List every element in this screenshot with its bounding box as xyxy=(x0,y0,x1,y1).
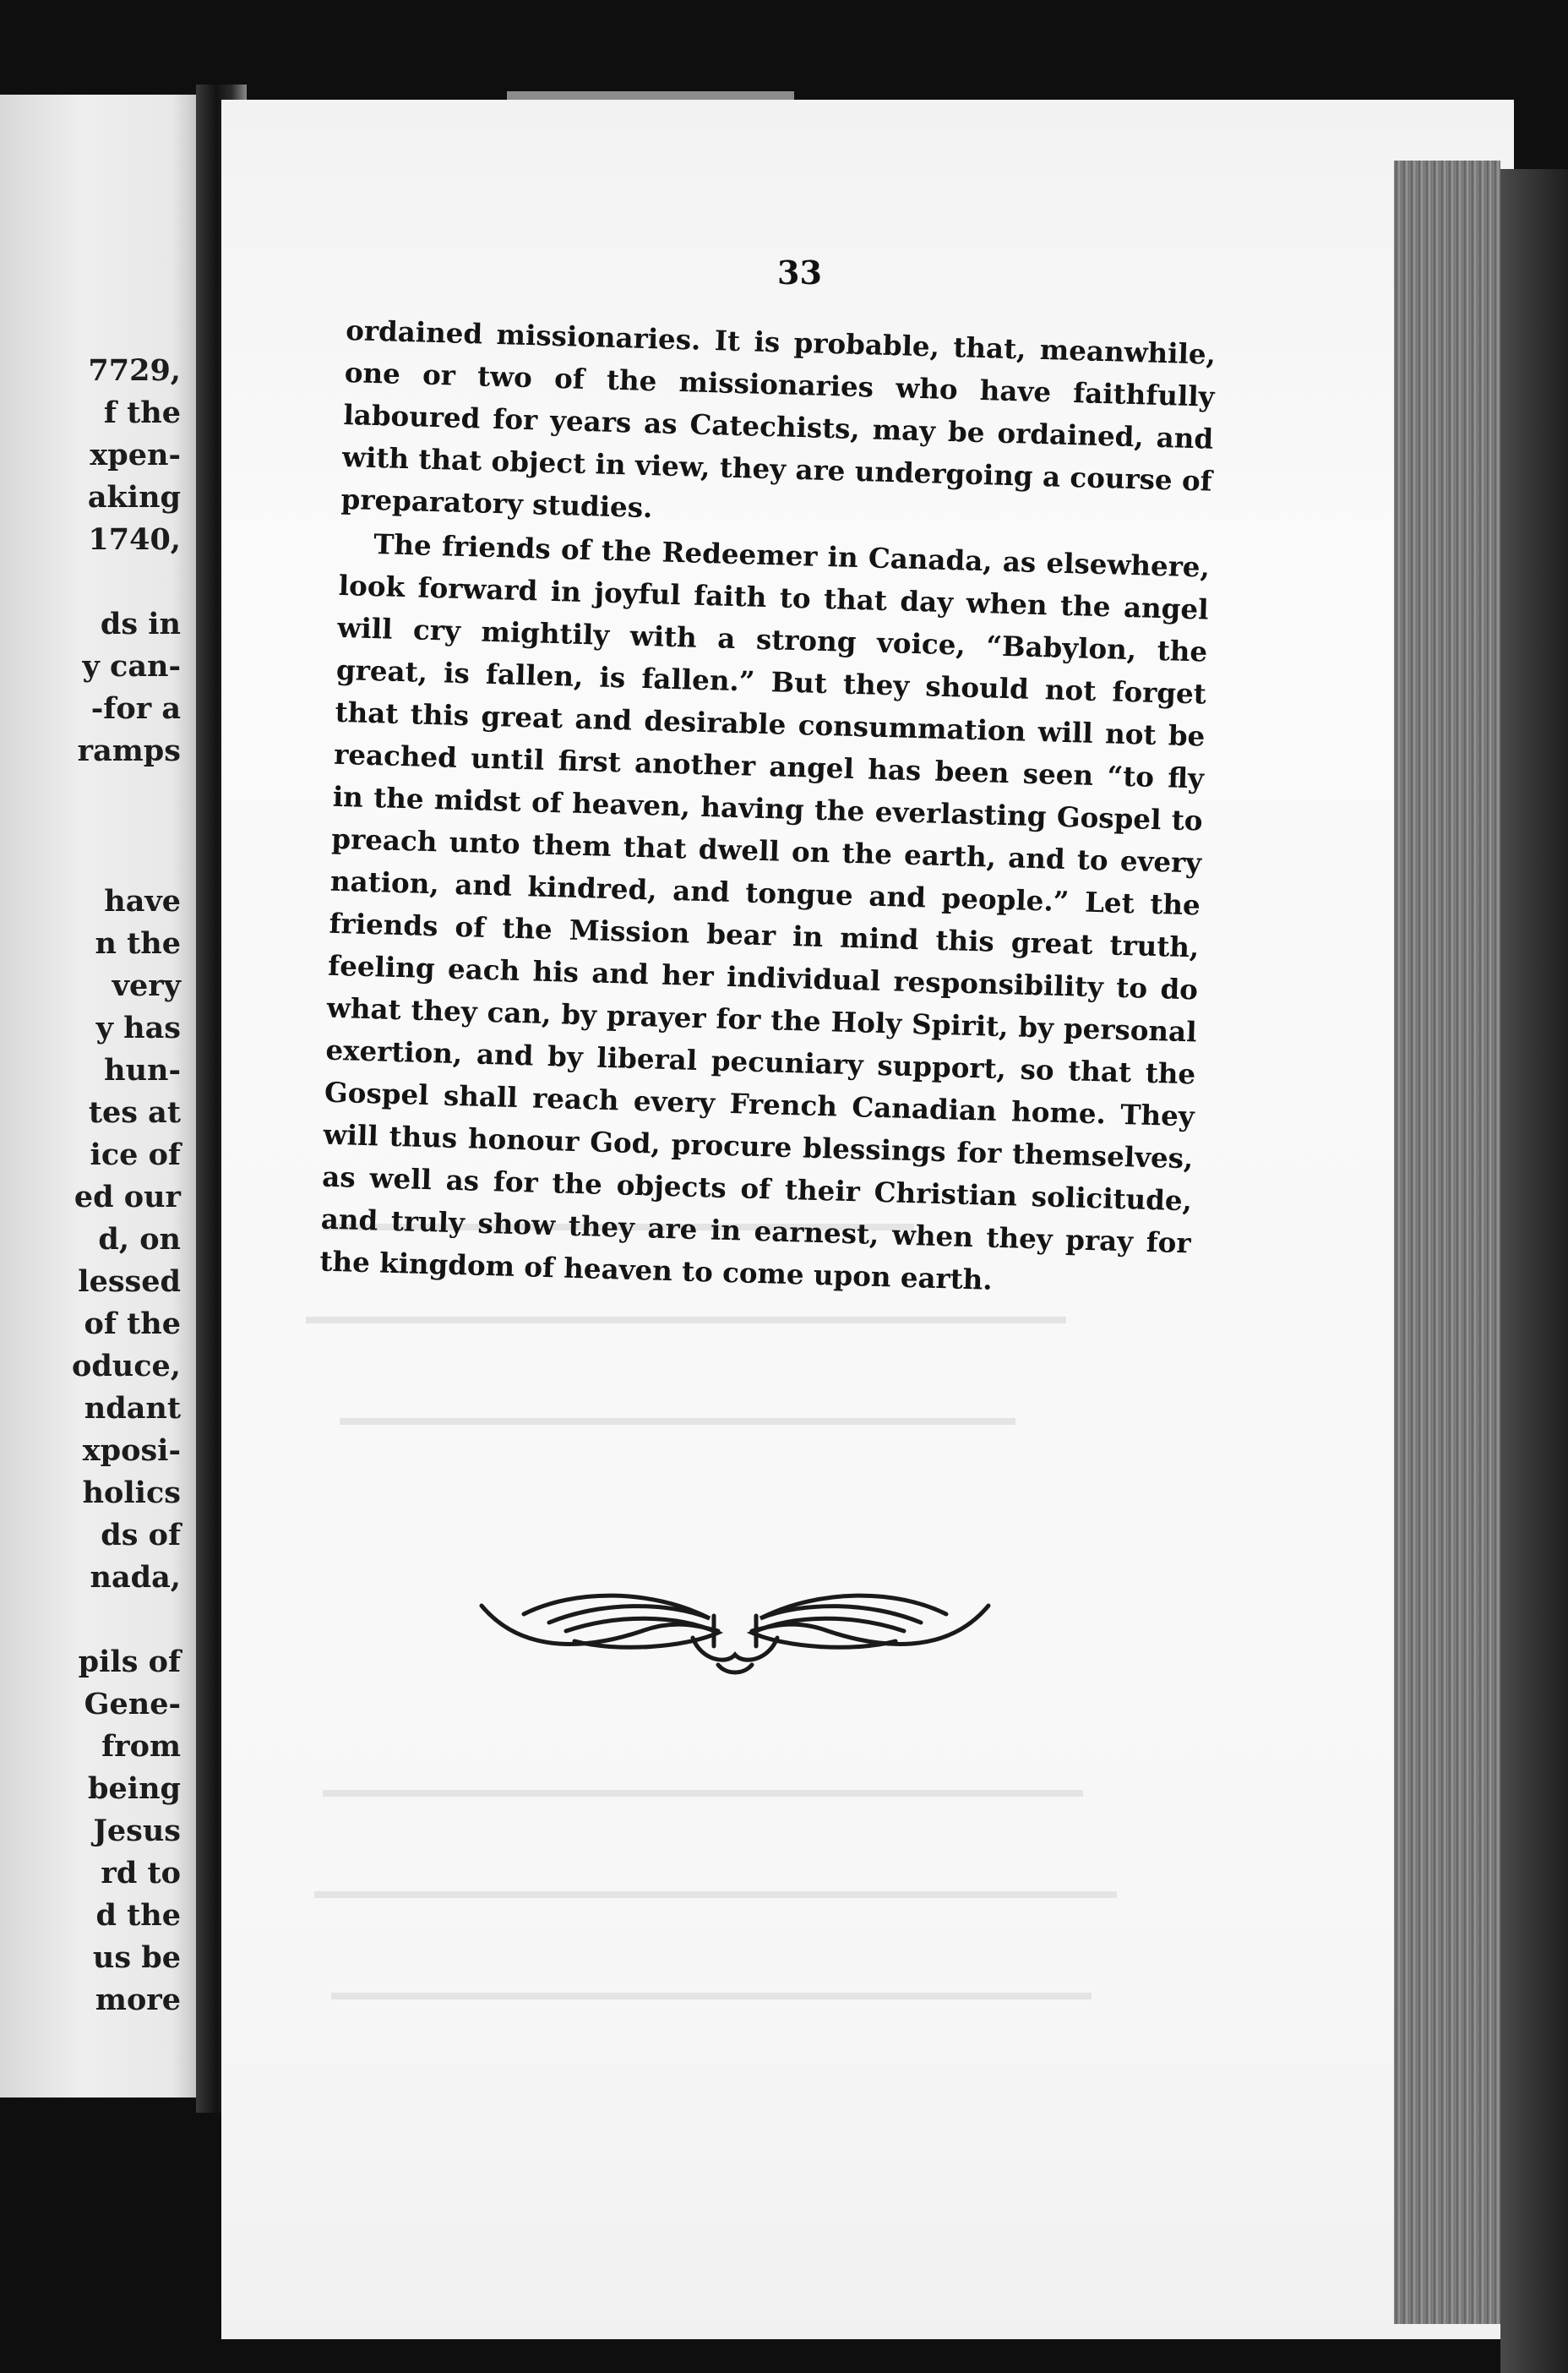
left-line: xposi- xyxy=(82,1433,181,1468)
left-line: ndant xyxy=(84,1391,181,1426)
left-line: of the xyxy=(84,1307,181,1341)
left-line: y has xyxy=(95,1011,181,1045)
left-line: more xyxy=(95,1983,181,2017)
paragraph: The friends of the Redeemer in Canada, as elsewhere, look forward in joyful faith to that day when the angel will cry mightily with a strong voice, “Babylon, the great, is fallen, is fallen.” But they should not forget that this great and desirable consummation will not be reached until first another angel has been seen “to fly in the midst of heaven, having the everlasting Gospel to preach unto them that dwell on the earth, and to every nation, and kindred, and tongue and people.” Let the friends of the Mission bear in mind this great truth, feeling each his and her individual responsibility to do what they can, by prayer for the Holy Spirit, by personal exertion, and by liberal pecuniary support, so that the Gospel shall reach every French Canadian home. They will thus honour God, procure blessings for themselves, as well as for the objects of their Christian solicitude, and truly show they are in earnest, when they pray for the kingdom of heaven to come upon earth. xyxy=(319,527,1211,1296)
left-line: y can- xyxy=(82,649,181,684)
left-line: d the xyxy=(95,1898,181,1933)
bleed-through xyxy=(331,1993,1092,1999)
left-line: tes at xyxy=(88,1095,181,1130)
left-line: have xyxy=(104,884,181,919)
body-text xyxy=(319,309,1217,1308)
left-line: ds in xyxy=(100,607,181,641)
left-line: ice of xyxy=(90,1137,181,1172)
left-line: hun- xyxy=(104,1053,181,1088)
left-line: aking xyxy=(87,480,181,515)
left-line: ed our xyxy=(74,1180,181,1214)
left-line: us be xyxy=(92,1940,181,1975)
left-line: f the xyxy=(103,396,181,430)
left-line: n the xyxy=(95,926,181,961)
page-number: 33 xyxy=(777,254,822,292)
page-edges xyxy=(1394,161,1500,2324)
left-line: -for a xyxy=(90,691,181,726)
left-line: being xyxy=(88,1771,181,1806)
left-page xyxy=(0,95,203,2098)
left-line: Jesus xyxy=(93,1814,181,1848)
bleed-through xyxy=(314,1891,1117,1898)
bleed-through xyxy=(306,1317,1066,1323)
bleed-through xyxy=(340,1418,1015,1425)
left-line: oduce, xyxy=(71,1349,181,1383)
book-edge-shadow xyxy=(1500,169,1568,2373)
left-line: from xyxy=(101,1729,181,1764)
left-line: xpen- xyxy=(90,438,181,472)
left-line: lessed xyxy=(78,1264,181,1299)
left-line: d, on xyxy=(98,1222,181,1257)
left-line: Gene- xyxy=(84,1687,181,1721)
left-line: very xyxy=(112,968,181,1003)
left-line: ds of xyxy=(101,1518,181,1552)
left-line: ramps xyxy=(77,734,181,768)
left-line: pils of xyxy=(78,1645,181,1679)
bleed-through xyxy=(323,1790,1083,1797)
flourish-ornament-icon xyxy=(473,1580,997,1682)
paragraph: ordained missionaries. It is probable, that, meanwhile, one or two of the missionaries who have faithfully laboured for years as Catechists, may be ordained, and with that object in view, they are undergoing a course of preparatory studies. xyxy=(340,313,1217,525)
left-line: 7729, xyxy=(88,353,181,388)
left-line: nada, xyxy=(90,1560,181,1595)
left-line: holics xyxy=(82,1476,181,1510)
left-line: rd to xyxy=(101,1856,181,1890)
left-line: 1740, xyxy=(88,522,181,557)
